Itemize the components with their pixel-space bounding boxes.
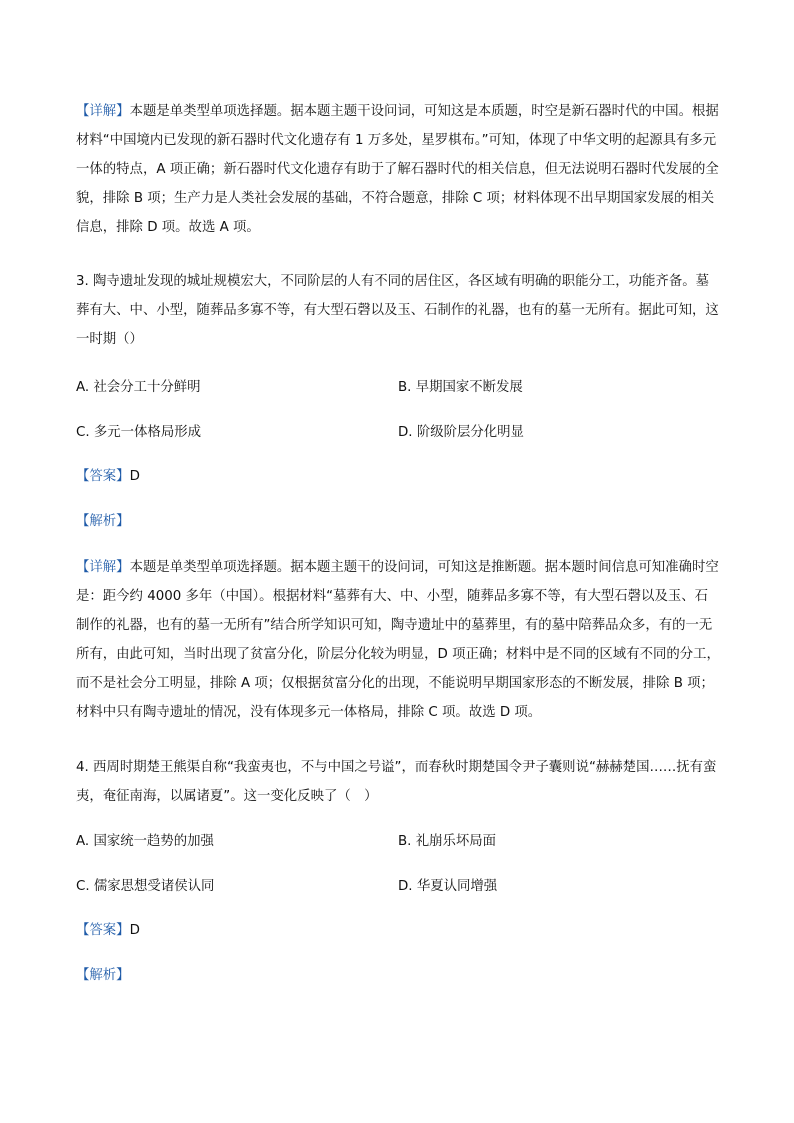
detail-tag: 【详解】: [76, 560, 130, 575]
q3-option-b: B. 早期国家不断发展: [398, 380, 523, 395]
q4-option-a: A. 国家统一趋势的加强: [76, 834, 214, 849]
analysis-tag: 【解析】: [76, 968, 130, 983]
answer-tag: 【答案】: [76, 923, 130, 938]
analysis-tag: 【解析】: [76, 514, 130, 529]
q3-option-c: C. 多元一体格局形成: [76, 425, 201, 440]
explanation-q3: [76, 553, 720, 727]
q4-option-d: D. 华夏认同增强: [398, 879, 498, 894]
q3-answer: [76, 467, 140, 487]
q3-analysis-heading: [76, 512, 130, 532]
question-3-stem: 3. 陶寺遗址发现的城址规模宏大，不同阶层的人有不同的居住区，各区域有明确的职能分工，功能齐备。墓葬有大、中、小型，随葬品多寡不等，有大型石磬以及玉、石制作的礼器，也有的墓一无所有。据此可知，这一时期（）: [76, 274, 719, 347]
answer-value: D: [129, 923, 140, 938]
answer-value: D: [129, 469, 140, 484]
explanation-q2: [76, 97, 720, 242]
q4-analysis-heading: [76, 966, 130, 986]
question-4-stem: 4. 西周时期楚王熊渠自称“我蛮夷也，不与中国之号谥”，而春秋时期楚国令尹子囊则说“赫赫楚国……抚有蛮夷，奄征南海，以属诸夏”。这一变化反映了（ ）: [76, 760, 717, 804]
q3-option-a: A. 社会分工十分鲜明: [76, 380, 201, 395]
q4-answer: [76, 921, 140, 941]
explanation-text: 本题是单类型单项选择题。据本题主题干的设问词，可知这是推断题。据本题时间信息可知准确时空是：距今约 4000 多年（中国）。根据材料“墓葬有大、中、小型，随葬品多寡不等，有大型石磬以及玉、石制作的礼器，也有的墓一无所有”结合所学知识可知，陶寺遗址中的墓葬里，有的墓中陪葬品众多，有的一无所有，由此可知，当时出现了贫富分化，阶层分化较为明显，D 项正确；材料中是不同的区域有不同的分工，而不是社会分工明显，排除 A 项；仅根据贫富分化的出现，不能说明早期国家形态的不断发展，排除 B 项；材料中只有陶寺遗址的情况，没有体现多元一体格局，排除 C 项。故选 D 项。: [76, 560, 720, 720]
explanation-text: 本题是单类型单项选择题。据本题主题干设问词，可知这是本质题，时空是新石器时代的中国。根据材料“中国境内已发现的新石器时代文化遗存有 1 万多处，星罗棋布。”可知，体现了中华文明的起源具有多元一体的特点，A 项正确；新石器时代文化遗存有助于了解石器时代的相关信息，但无法说明石器时代发展的全貌，排除 B 项；生产力是人类社会发展的基础，不符合题意，排除 C 项；材料体现不出早期国家发展的相关信息，排除 D 项。故选 A 项。: [76, 104, 719, 235]
q4-option-c: C. 儒家思想受诸侯认同: [76, 879, 215, 894]
q4-option-b: B. 礼崩乐坏局面: [398, 834, 497, 849]
detail-tag: 【详解】: [76, 104, 130, 119]
answer-tag: 【答案】: [76, 469, 130, 484]
q3-option-d: D. 阶级阶层分化明显: [398, 425, 524, 440]
